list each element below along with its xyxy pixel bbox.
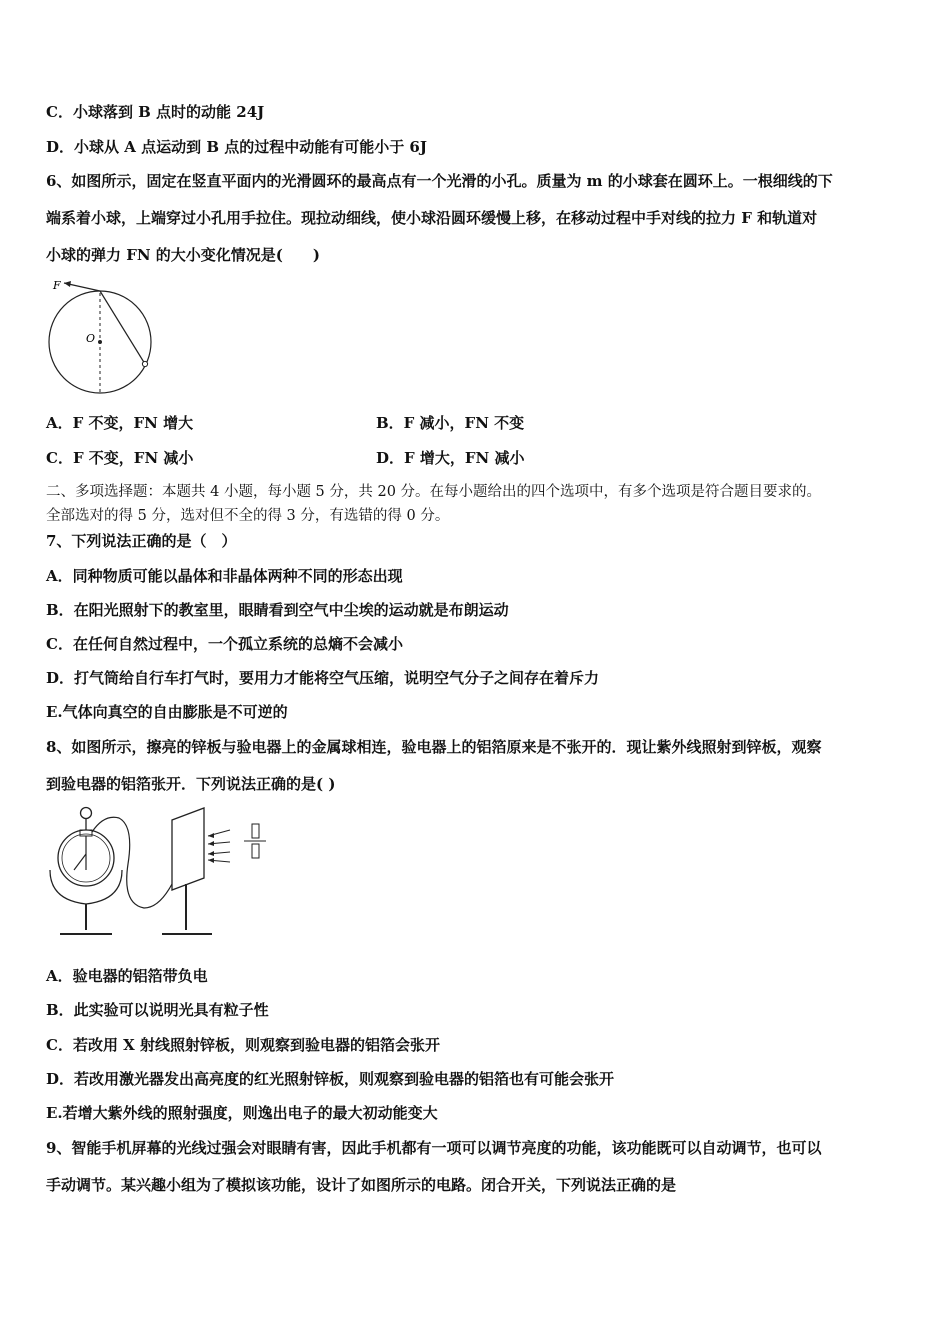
q8-option-d: D．若改用激光器发出高亮度的红光照射锌板，则观察到验电器的铝箔也有可能会张开 xyxy=(46,1070,615,1088)
center-label: O xyxy=(86,332,96,345)
q6-stem-line-2: 端系着小球，上端穿过小孔用手拉住。现拉动细线，使小球沿圆环缓慢上移，在移动过程中手对线的拉力 F 和轨道对 xyxy=(46,209,818,227)
q7-option-a: A．同种物质可能以晶体和非晶体两种不同的形态出现 xyxy=(46,567,403,585)
q9-stem-line-2: 手动调节。某兴趣小组为了模拟该功能，设计了如图所示的电路。闭合开关，下列说法正确的是 xyxy=(46,1176,677,1194)
q8-option-e: E.若增大紫外线的照射强度，则逸出电子的最大初动能变大 xyxy=(46,1104,438,1122)
q8-electroscope-figure xyxy=(44,804,274,944)
q6-option-b: B．F 减小，FN 不变 xyxy=(376,414,525,432)
q8-option-a: A．验电器的铝箔带负电 xyxy=(46,967,208,985)
q6-circle-ring-figure xyxy=(40,276,160,400)
q7-option-b: B．在阳光照射下的教室里，眼睛看到空气中尘埃的运动就是布朗运动 xyxy=(46,601,509,619)
q8-stem-line-1: 8、如图所示，擦亮的锌板与验电器上的金属球相连，验电器上的铝箔原来是不张开的．现让紫外线照射到锌板，观察 xyxy=(46,738,822,756)
q7-option-d: D．打气筒给自行车打气时，要用力才能将空气压缩，说明空气分子之间存在着斥力 xyxy=(46,669,600,687)
section2-heading-line-1: 二、多项选择题：本题共 4 小题，每小题 5 分，共 20 分。在每小题给出的四个选项中，有多个选项是符合题目要求的。 xyxy=(46,484,822,500)
q8-stem-line-2: 到验电器的铝箔张开．下列说法正确的是( ) xyxy=(46,775,336,793)
q8-option-b: B．此实验可以说明光具有粒子性 xyxy=(46,1001,269,1019)
q5-option-d: D．小球从 A 点运动到 B 点的过程中动能有可能小于 6J xyxy=(46,138,427,156)
force-label: F xyxy=(53,279,61,292)
q6-option-a: A．F 不变，FN 增大 xyxy=(46,414,194,432)
q6-stem-line-3: 小球的弹力 FN 的大小变化情况是( ) xyxy=(46,246,321,264)
q7-option-e: E.气体向真空的自由膨胀是不可逆的 xyxy=(46,703,288,721)
q6-option-c: C．F 不变，FN 减小 xyxy=(46,449,194,467)
q6-stem-line-1: 6、如图所示，固定在竖直平面内的光滑圆环的最高点有一个光滑的小孔。质量为 m 的小球套在圆环上。一根细线的下 xyxy=(46,172,833,190)
section2-heading-line-2: 全部选对的得 5 分，选对但不全的得 3 分，有选错的得 0 分。 xyxy=(46,508,450,524)
q7-stem: 7、下列说法正确的是（ ） xyxy=(46,532,237,550)
q9-stem-line-1: 9、智能手机屏幕的光线过强会对眼睛有害，因此手机都有一项可以调节亮度的功能，该功能既可以自动调节，也可以 xyxy=(46,1139,822,1157)
q7-option-c: C．在任何自然过程中，一个孤立系统的总熵不会减小 xyxy=(46,635,403,653)
q6-option-d: D．F 增大，FN 减小 xyxy=(376,449,525,467)
q8-option-c: C．若改用 X 射线照射锌板，则观察到验电器的铝箔会张开 xyxy=(46,1036,441,1054)
q5-option-c: C．小球落到 B 点时的动能 24J xyxy=(46,103,265,121)
